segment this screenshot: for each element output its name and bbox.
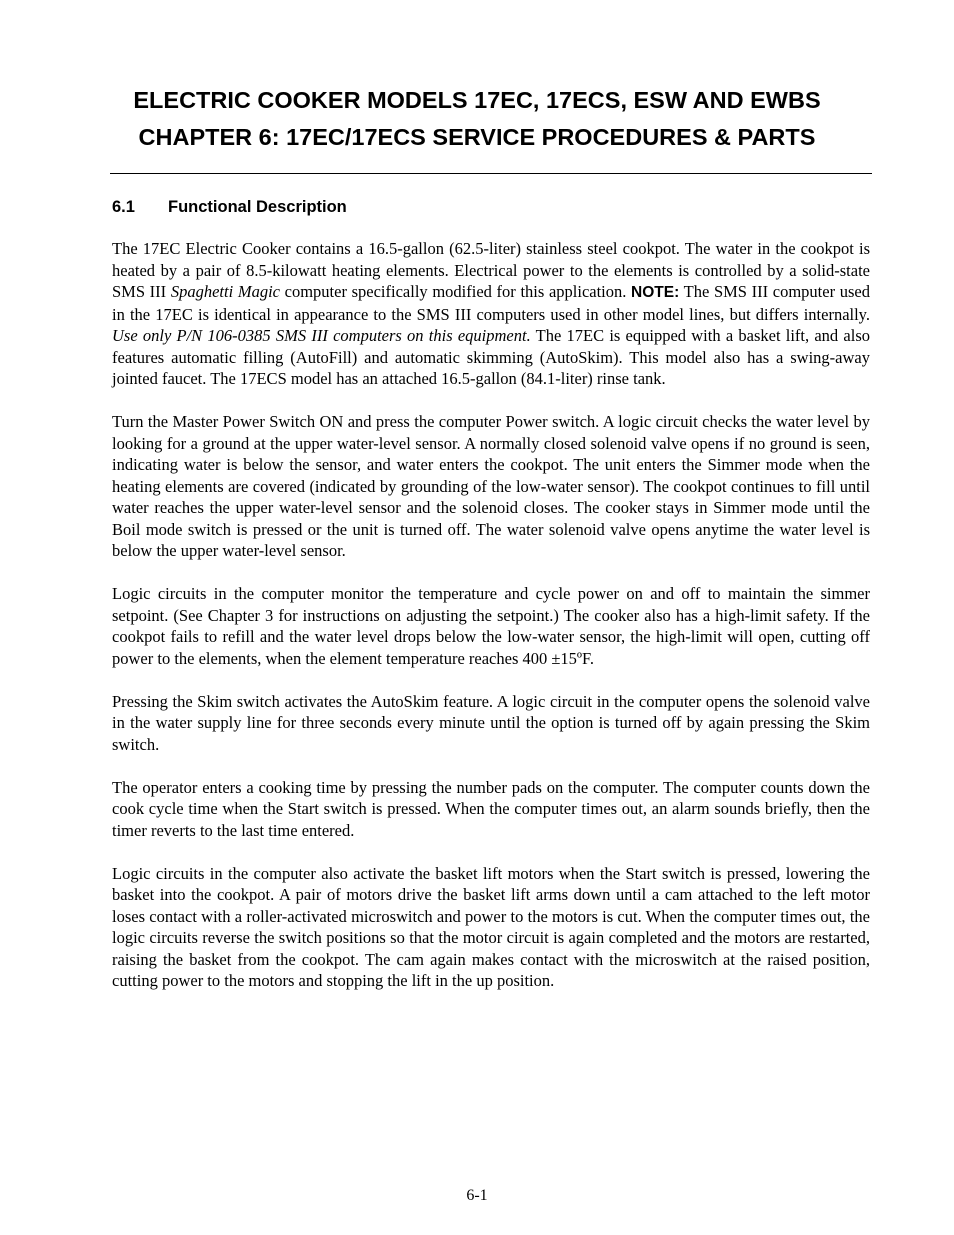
body-text — [112, 238, 870, 1013]
text-run: The 17EC Electric Cooker contains a 16.5-gallon (62.5-liter) stainless steel cookpot. The water in the cookpot is heated by a pair of 8.5-kilowatt heating elements. Electrical power to the elements is controlled by a solid-state SMS III — [112, 239, 870, 301]
section-title: Functional Description — [168, 198, 347, 216]
page-header — [0, 82, 954, 156]
section-number: 6.1 — [112, 198, 135, 216]
part-number-warning: Use only P/N 106-0385 SMS III computers on this equipment. — [112, 326, 531, 345]
page-number: 6-1 — [466, 1187, 488, 1204]
paragraph-temperature: Logic circuits in the computer monitor the temperature and cycle power on and off to maintain the simmer setpoint. (See Chapter 3 for instructions on adjusting the setpoint.) The cooker also has a high-limit safety. If the cookpot fails to refill and the water level drops below the low-water sensor, the high-limit will open, cutting off power to the elements, when the element temperature reaches 400 ±15ºF. — [112, 584, 870, 668]
section-heading — [112, 197, 347, 217]
paragraph-basket-lift: Logic circuits in the computer also activate the basket lift motors when the Start switch is pressed, lowering the basket into the cookpot. A pair of motors drive the basket lift arms down until a cam attached to the left motor loses contact with a roller-activated microswitch and power to the motors is cut. When the computer times out, the logic circuits reverse the switch positions so that the motor circuit is again completed and the motors are restarted, raising the basket from the cookpot. The cam again makes contact with the microswitch at the raised position, cutting power to the motors and stopping the lift in the up position. — [112, 863, 870, 990]
note-label: NOTE: — [631, 284, 680, 301]
text-run: The SMS III computer used in the 17EC is identical in appearance to the SMS III computers used in other model lines, but differs internally. — [112, 282, 870, 324]
paragraph-overview — [112, 238, 870, 390]
product-name: Spaghetti Magic — [170, 282, 280, 301]
chapter-title: CHAPTER 6: 17EC/17ECS SERVICE PROCEDURES & PARTS — [138, 124, 816, 150]
paragraph-autoskim: Pressing the Skim switch activates the AutoSkim feature. A logic circuit in the computer opens the solenoid valve in the water supply line for three seconds every minute until the option is turned off by again pressing the Skim switch. — [112, 691, 870, 754]
paragraph-timer: The operator enters a cooking time by pressing the number pads on the computer. The computer counts down the cook cycle time when the Start switch is pressed. When the computer times out, an alarm sounds briefly, then the timer reverts to the last time entered. — [112, 777, 870, 840]
header-divider — [110, 173, 872, 174]
document-title: ELECTRIC COOKER MODELS 17EC, 17ECS, ESW AND EWBS — [133, 87, 821, 113]
text-run: The 17EC is equipped with a basket lift, and also features automatic filling (AutoFill) and automatic skimming (AutoSkim). This model also has a swing-away jointed faucet. The 17ECS model has an attached 16.5-gallon (84.1-liter) rinse tank. — [112, 326, 870, 388]
text-run: computer specifically modified for this application. — [279, 282, 632, 301]
paragraph-startup: Turn the Master Power Switch ON and press the computer Power switch. A logic circuit checks the water level by looking for a ground at the upper water-level sensor. A normally closed solenoid valve opens if no ground is seen, indicating water is below the sensor, and water enters the cookpot. The unit enters the Simmer mode when the heating elements are covered (indicated by grounding of the low-water sensor). The cookpot continues to fill until water reaches the upper water-level sensor and the solenoid closes. The cooker stays in Simmer mode until the Boil mode switch is pressed or the unit is turned off. The water solenoid valve opens anytime the water level is below the upper water-level sensor. — [112, 412, 870, 560]
